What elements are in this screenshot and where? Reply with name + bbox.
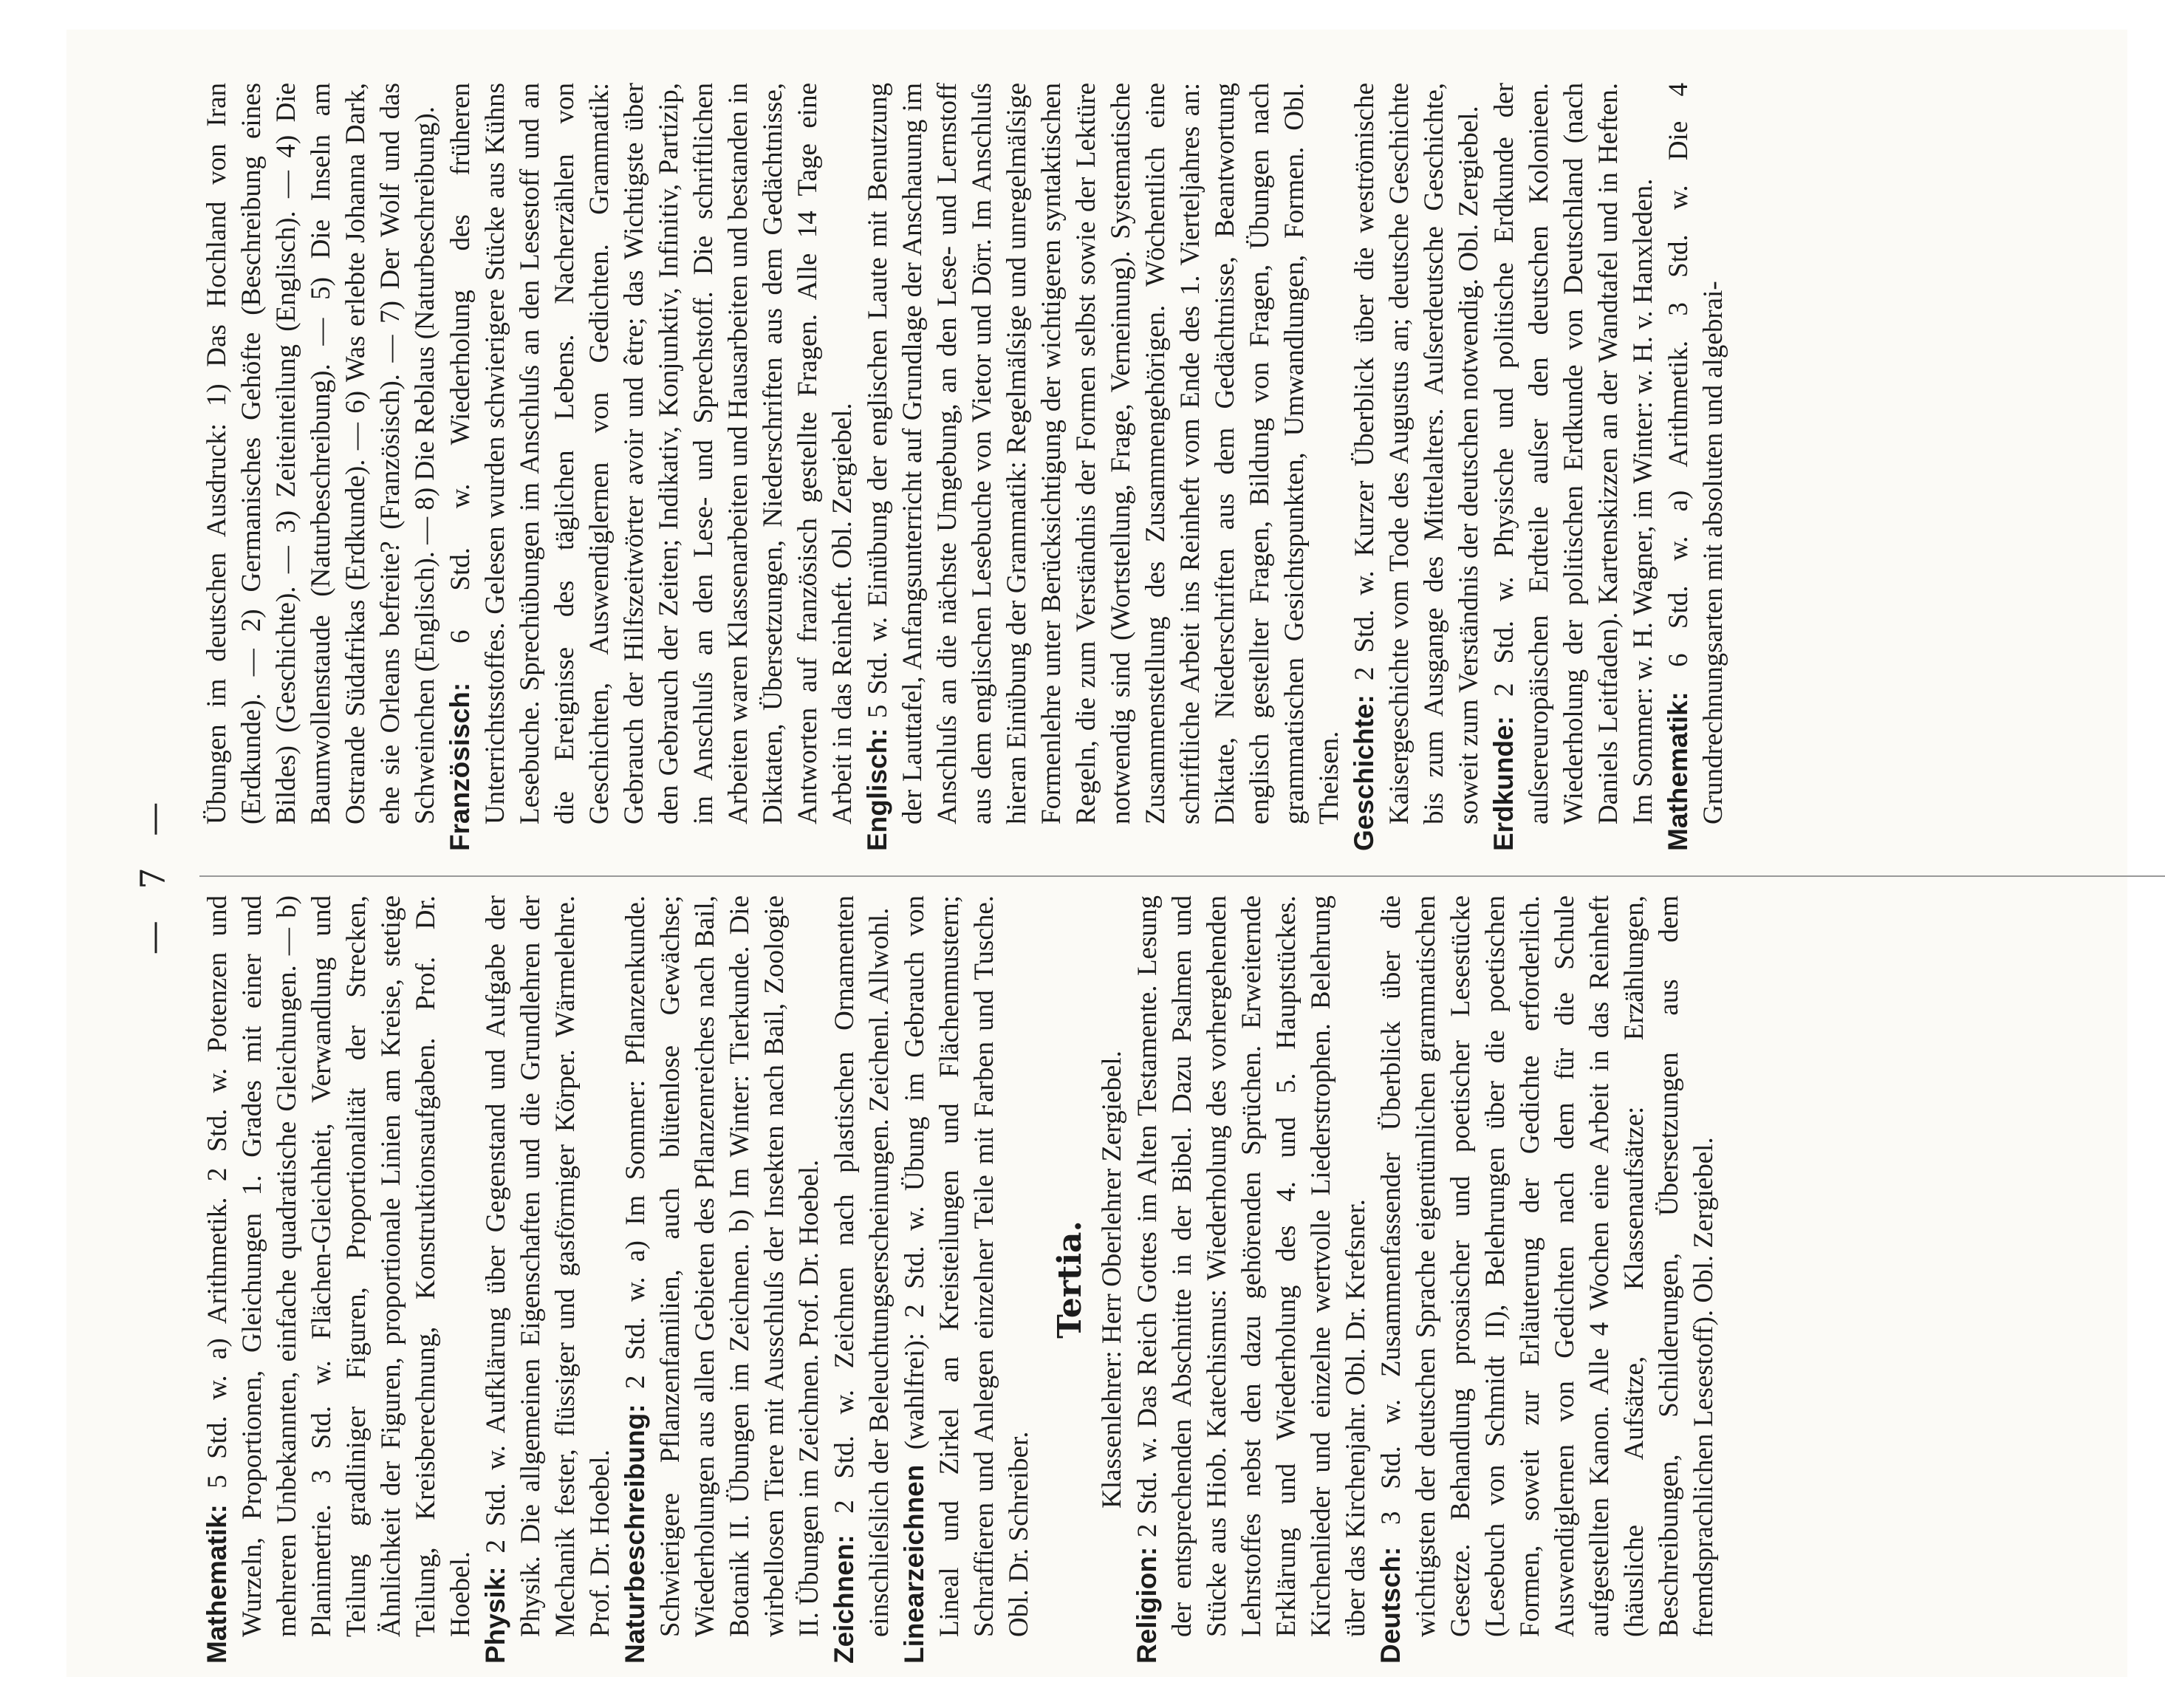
paragraph-religion [1129,895,1373,1664]
paragraph-physik [478,895,618,1664]
paragraph-mathematik-tertia [1660,83,1731,851]
paragraph-text: 6 Std. w. Wiederholung des früheren Unterrichtsstoffes. Gelesen wurden schwierigere Stücke aus Kühns Lesebuche. Sprechübungen im Anschluſs an den Lesestoff und an die Ereignisse des täglichen Lebens. Nacherzählen von Geschichten, Auswendiglernen von Gedichten. Grammatik: Gebrauch der Hilfszeitwörter avoir und être; das Wichtigste über den Gebrauch der Zeiten; Indikativ, Konjunktiv, Infinitiv, Partizip, im Anschluſs an den Lese- und Sprechstoff. Die schriftlichen Arbeiten waren Klassenarbeiten und Hausarbeiten und bestanden in Diktaten, Übersetzungen, Niederschriften aus dem Gedächtnisse, Antworten auf französisch gestellte Fragen. Alle 14 Tage eine Arbeit in das Reinheft. Obl. Zergiebel. [445,83,858,824]
paragraph-text: (wahlfrei): 2 Std. w. Übung im Gebrauch von Lineal und Zirkel an Kreisteilungen und Flächenmustern; Schraffieren und Anlegen einzelner Teile mit Farben und Tusche. Obl. Dr. Schreiber. [900,895,1034,1637]
paragraph-text: 2 Std. w. Das Reich Gottes im Alten Testamente. Lesung der entsprechenden Abschnitte in der Bibel. Dazu Psalmen und Stücke aus Hiob. Katechismus: Wiederholung des vorhergehenden Lehrstoffes nebst den dazu gehörenden Sprüchen. Erweiternde Erklärung und Wiederholung des 4. und 5. Hauptstückes. Kirchenlieder und einzelne wertvolle Liederstrophen. Belehrung über das Kirchenjahr. Obl. Dr. Krefsner. [1132,895,1371,1637]
class-teacher-line: Klassenlehrer: Herr Oberlehrer Zergiebel. [1097,1051,1127,1509]
paragraph-text: 2 Std. w. a) Im Sommer: Pflanzenkunde. Schwierigere Pflanzenfamilien, auch blütenlose Gewächse; Wiederholungen aus allen Gebieten des Pflanzenreiches nach Bail, Botanik II. Übungen im Zeichnen. b) Im Winter: Tierkunde. Die wirbellosen Tiere mit Ausschluſs der Insekten nach Bail, Zoologie II. Übungen im Zeichnen. Prof. Dr. Hoebel. [620,895,824,1637]
paragraph-geschichte [1347,83,1486,851]
paragraph-ausdruck-uebungen [199,83,442,851]
rotated-page-content [0,38,2165,1708]
paragraph-text: Übungen im deutschen Ausdruck: 1) Das Hochland von Iran (Erdkunde). — 2) Germanisches Gehöfte (Beschreibung eines Bildes) (Geschichte). — 3) Zeiteinteilung (Englisch). — 4) Die Baumwollenstaude (Naturbeschreibung). — 5) Die Inseln am Ostrande Südafrikas (Erdkunde). — 6) Was erlebte Johanna Dark, ehe sie Orleans befreite? (Französisch). — 7) Der Wolf und das Schweinchen (Englisch). — 8) Die Reblaus (Naturbeschreibung). [202,83,440,824]
paragraph-linearzeichnen [897,895,1036,1664]
subject-heading: Linearzeichnen [899,1464,929,1664]
right-column [199,83,1731,851]
subject-heading: Physik: [480,1566,510,1664]
column-divider [199,875,2165,877]
section-title: Tertia. [1051,1220,1089,1339]
subject-heading: Religion: [1132,1546,1162,1664]
paragraph-text: 5 Std. w. Einübung der englischen Laute mit Benutzung der Lauttafel, Anfangsunterricht auf Grundlage der Anschauung im Anschluſs an die nächste Umgebung, an den Lese- und Lernstoff aus dem englischen Lesebuche von Vietor und Dörr. Im Anschluſs hieran Einübung der Grammatik: Regelmäſsige und unregelmäſsige Formenlehre unter Berücksichtigung der wichtigeren syntaktischen Regeln, die zum Verständnis der Formen selbst sowie der Lektüre notwendig sind (Wortstellung, Frage, Verneinung). Systematische Zusammenstellung des Zusammengehörigen. Wöchentlich eine schriftliche Arbeit ins Reinheft vom Ende des 1. Vierteljahres an: Diktate, Niederschriften aus dem Gedächtnisse, Beantwortung englisch gestellter Fragen, Bildung von Fragen, Übungen nach grammatischen Gesichtspunkten, Umwandlungen, Formen. Obl. Theisen. [863,83,1344,824]
paragraph-text: 2 Std. w. Zeichnen nach plastischen Ornamenten einschlieſslich der Beleuchtungserscheinungen. Zeichenl. Allwohl. [830,895,895,1637]
paragraph-text: 3 Std. w. Zusammenfassender Überblick über die wichtigsten der deutschen Sprache eigentümlichen grammatischen Gesetze. Behandlung prosaischer und poetischer Lesestücke (Lesebuch von Schmidt II), Belehrungen über die poetischen Formen, soweit zur Erläuterung der Gedichte erforderlich. Auswendiglernen von Gedichten nach dem für die Schule aufgestellten Kanon. Alle 4 Wochen eine Arbeit in das Reinheft (häusliche Aufsätze, Klassenaufsätze: Erzählungen, Beschreibungen, Schilderungen, Übersetzungen aus dem fremdsprachlichen Lesestoff). Obl. Zergiebel. [1376,895,1719,1637]
subject-heading: Mathematik: [202,1504,232,1664]
paragraph-naturbeschreibung [618,895,827,1664]
left-column [199,895,1721,1664]
subject-heading: Zeichnen: [829,1534,859,1664]
paragraph-text: 2 Std. w. Kurzer Überblick über die weströmische Kaisergeschichte vom Tode des Augustus an; deutsche Geschichte bis zum Ausgange des Mittelalters. Auſserdeutsche Geschichte, soweit zum Verständnis der deutschen notwendig. Obl. Zergiebel. [1350,83,1484,824]
paragraph-text: 5 Std. w. a) Arithmetik. 2 Std. w. Potenzen und Wurzeln, Proportionen, Gleichungen 1. Grades mit einer und mehreren Unbekannten, einfache quadratische Gleichungen. — b) Planimetrie. 3 Std. w. Flächen-Gleichheit, Verwandlung und Teilung gradliniger Figuren, Proportionalität der Strecken, Ähnlichkeit der Figuren, proportionale Linien am Kreise, stetige Teilung, Kreisberechnung, Konstruktionsaufgaben. Prof. Dr. Hoebel. [202,895,476,1637]
subject-heading: Deutsch: [1375,1546,1406,1664]
page-number: — 7 — [133,791,173,955]
paragraph-text: 2 Std. w. Aufklärung über Gegenstand und Aufgabe der Physik. Die allgemeinen Eigenschaften und die Grundlehren der Mechanik fester, flüssiger und gasförmiger Körper. Wärmelehre. Prof. Dr. Hoebel. [481,895,615,1637]
subject-heading: Geschichte: [1349,694,1379,851]
paragraph-text: 6 Std. w. a) Arithmetik. 3 Std. w. Die 4 Grundrechnungsarten mit absoluten und algebrai- [1663,82,1728,824]
subject-heading: Erdkunde: [1488,716,1519,851]
paragraph-text: 2 Std. w. Physische und politische Erdkunde der auſsereuropäischen Erdteile auſser den deutschen Kolonieen. Wiederholung der politischen Erdkunde von Deutschland (nach Daniels Leitfaden). Kartenskizzen an der Wandtafel und in Heften. Im Sommer: w. H. Wagner, im Winter: w. H. v. Hanxleden. [1489,83,1658,824]
subject-heading: Französisch: [445,682,475,851]
paragraph-franzoesisch [442,83,860,851]
paragraph-englisch [860,83,1347,851]
paragraph-mathematik [199,895,478,1664]
subject-heading: Mathematik: [1663,691,1693,851]
paragraph-erdkunde [1486,83,1660,851]
subject-heading: Englisch: [862,728,892,851]
subject-heading: Naturbeschreibung: [620,1404,650,1664]
paragraph-deutsch [1373,895,1721,1664]
paragraph-zeichnen [827,895,897,1664]
